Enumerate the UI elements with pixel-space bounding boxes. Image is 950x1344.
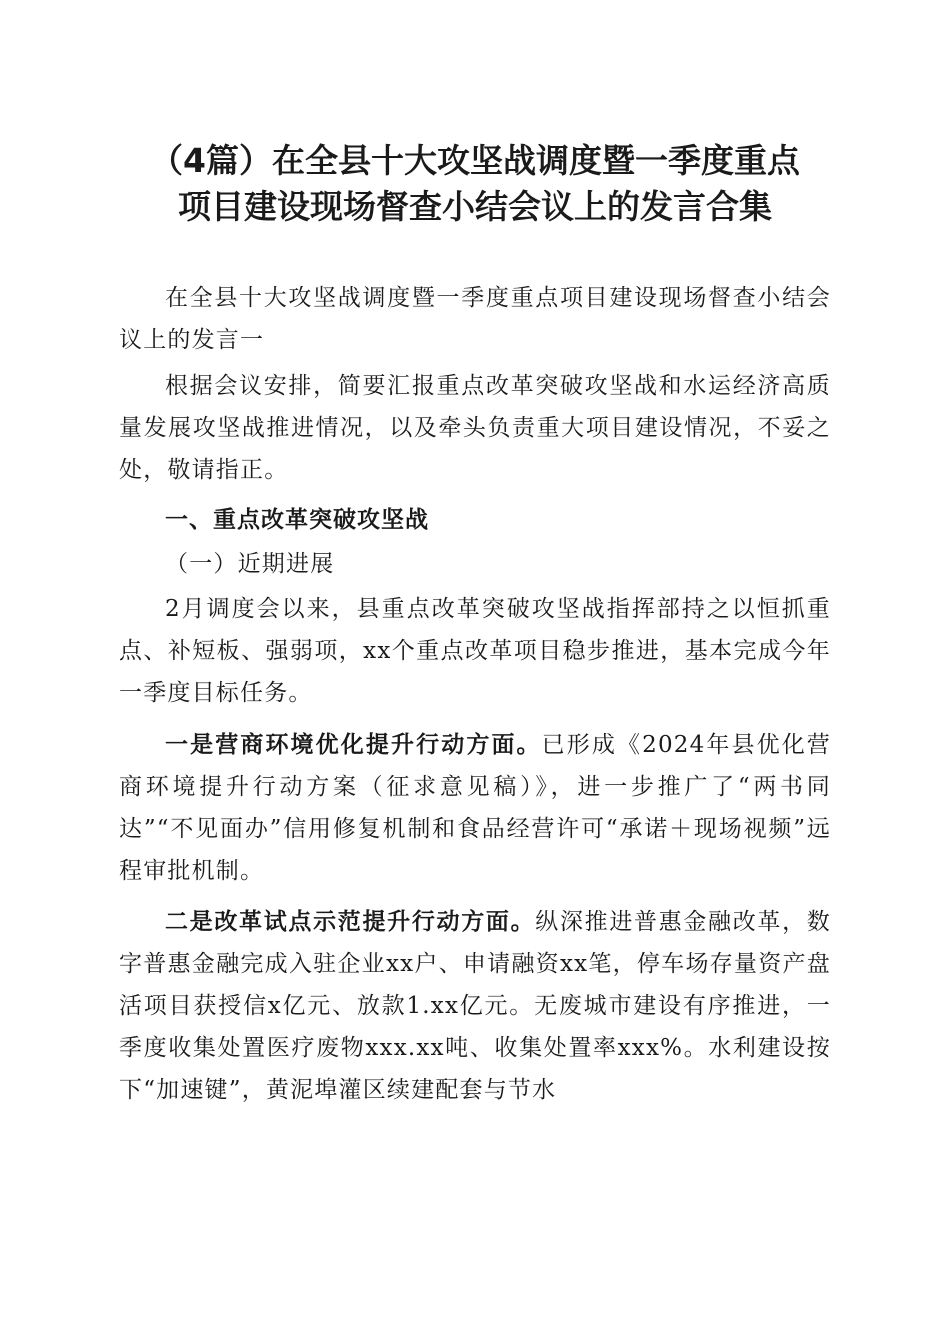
paragraph-body-1: 已形成《2024年县优化营商环境提升行动方案（征求意见稿）》，进一步推广了“两书同达”“不见面办”信用修复机制和食品经营许可“承诺＋现场视频”远程审批机制。 — [119, 732, 832, 884]
paragraph-lead-1: 一是营商环境优化提升行动方面。 — [165, 732, 542, 758]
paragraph-business-environment — [119, 724, 831, 892]
paragraph-progress: 2月调度会以来，县重点改革突破攻坚战指挥部持之以恒抓重点、补短板、强弱项，xx个重点改革项目稳步推进，基本完成今年一季度目标任务。 — [119, 596, 831, 706]
subsection-heading-1: （一）近期进展 — [165, 551, 335, 577]
paragraph-body-2: 纵深推进普惠金融改革，数字普惠金融完成入驻企业xx户、申请融资xx笔，停车场存量资产盘活项目获授信x亿元、放款1.xx亿元。无废城市建设有序推进，一季度收集处置医疗废物xxx.xx吨、收集处置率xxx%。水利建设按下“加速键”，黄泥埠灌区续建配套与节水 — [119, 909, 831, 1103]
section-heading-1: 一、重点改革突破攻坚战 — [165, 507, 429, 533]
paragraph-lead-2: 二是改革试点示范提升行动方面。 — [165, 909, 536, 935]
document-title-line-2: 项目建设现场督查小结会议上的发言合集 — [178, 187, 772, 226]
document-title-line-1: （4篇）在全县十大攻坚战调度暨一季度重点 — [150, 141, 800, 180]
intro-paragraph: 根据会议安排，简要汇报重点改革突破攻坚战和水运经济高质量发展攻坚战推进情况，以及牵头负责重大项目建设情况，不妥之处，敬请指正。 — [119, 373, 831, 483]
speech-subtitle: 在全县十大攻坚战调度暨一季度重点项目建设现场督查小结会议上的发言一 — [119, 285, 831, 353]
paragraph-reform-pilot — [119, 901, 831, 1111]
